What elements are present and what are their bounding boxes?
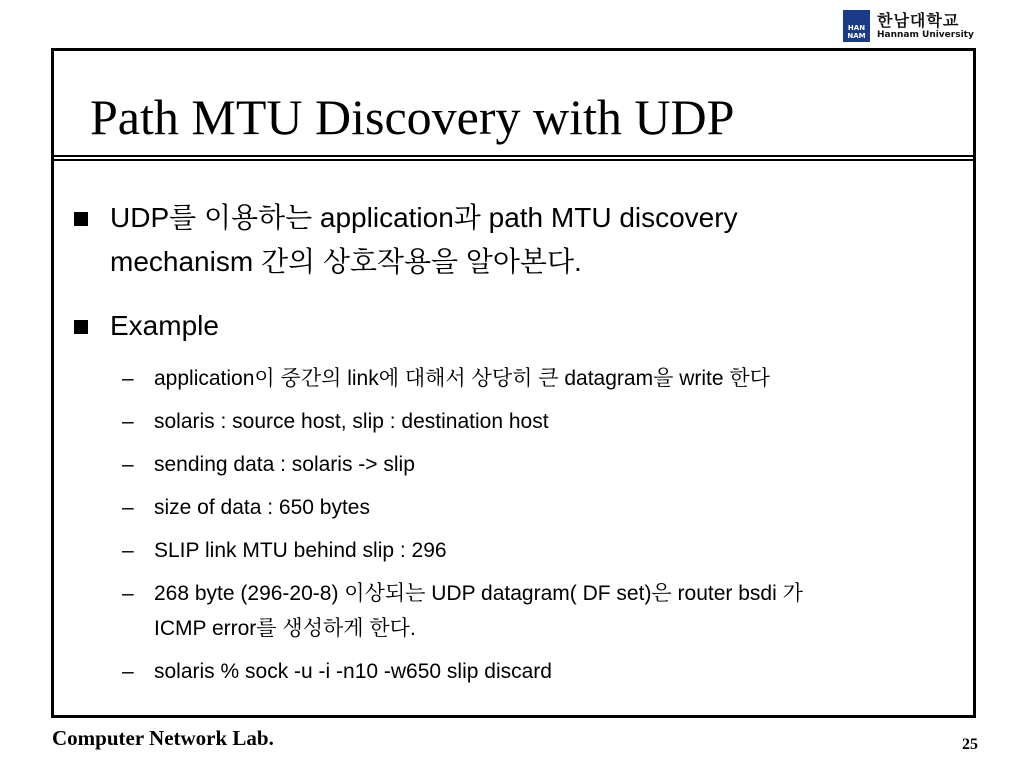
- logo-mark-text: HAN NAM: [847, 24, 866, 40]
- slide-frame: [51, 48, 976, 718]
- university-logo: [843, 8, 983, 44]
- dash-bullet: –: [122, 496, 134, 519]
- footer-lab-name: Computer Network Lab.: [52, 726, 274, 750]
- page-number: 25: [962, 736, 978, 753]
- dash-bullet: –: [122, 660, 134, 683]
- sub-item-text: 268 byte (296-20-8) 이상되는 UDP datagram( DF set)은 router bsdi 가: [154, 582, 803, 605]
- logo-korean-name: 한남대학교: [877, 11, 960, 30]
- bullet-line: Example: [110, 310, 219, 341]
- sub-item-text: SLIP link MTU behind slip : 296: [154, 539, 447, 562]
- sub-item-text: sending data : solaris -> slip: [154, 453, 415, 476]
- dash-bullet: –: [122, 539, 134, 562]
- dash-bullet: –: [122, 453, 134, 476]
- sub-item-text: solaris : source host, slip : destination host: [154, 410, 549, 433]
- logo-text: [877, 12, 974, 40]
- sub-item-text: size of data : 650 bytes: [154, 496, 370, 519]
- university-emblem-icon: [843, 10, 870, 42]
- sub-item: [122, 404, 962, 439]
- slide-title: Path MTU Discovery with UDP: [90, 89, 735, 145]
- example-sub-list: [122, 361, 962, 689]
- square-bullet-icon: [74, 320, 88, 334]
- square-bullet-icon: [74, 212, 88, 226]
- sub-item: [122, 361, 962, 396]
- dash-bullet: –: [122, 582, 134, 605]
- sub-item-text: application이 중간의 link에 대해서 상당히 큰 datagram을 write 한다: [154, 367, 770, 390]
- bullet-item-udp: [74, 196, 954, 284]
- bullet-item-example: [74, 304, 954, 348]
- sub-item-text-continued: ICMP error를 생성하게 한다.: [154, 617, 416, 640]
- bullet-line-continued: mechanism 간의 상호작용을 알아본다.: [110, 246, 582, 277]
- sub-item: [122, 654, 962, 689]
- bullet-line: UDP를 이용하는 application과 path MTU discovery: [110, 202, 738, 233]
- title-divider: [54, 155, 973, 161]
- dash-bullet: –: [122, 367, 134, 390]
- sub-item: [122, 576, 962, 646]
- sub-item: [122, 490, 962, 525]
- bullet-list: [74, 196, 954, 348]
- sub-item: [122, 447, 962, 482]
- sub-item: [122, 533, 962, 568]
- logo-english-name: Hannam University: [877, 30, 974, 40]
- dash-bullet: –: [122, 410, 134, 433]
- sub-item-text: solaris % sock -u -i -n10 -w650 slip discard: [154, 660, 552, 683]
